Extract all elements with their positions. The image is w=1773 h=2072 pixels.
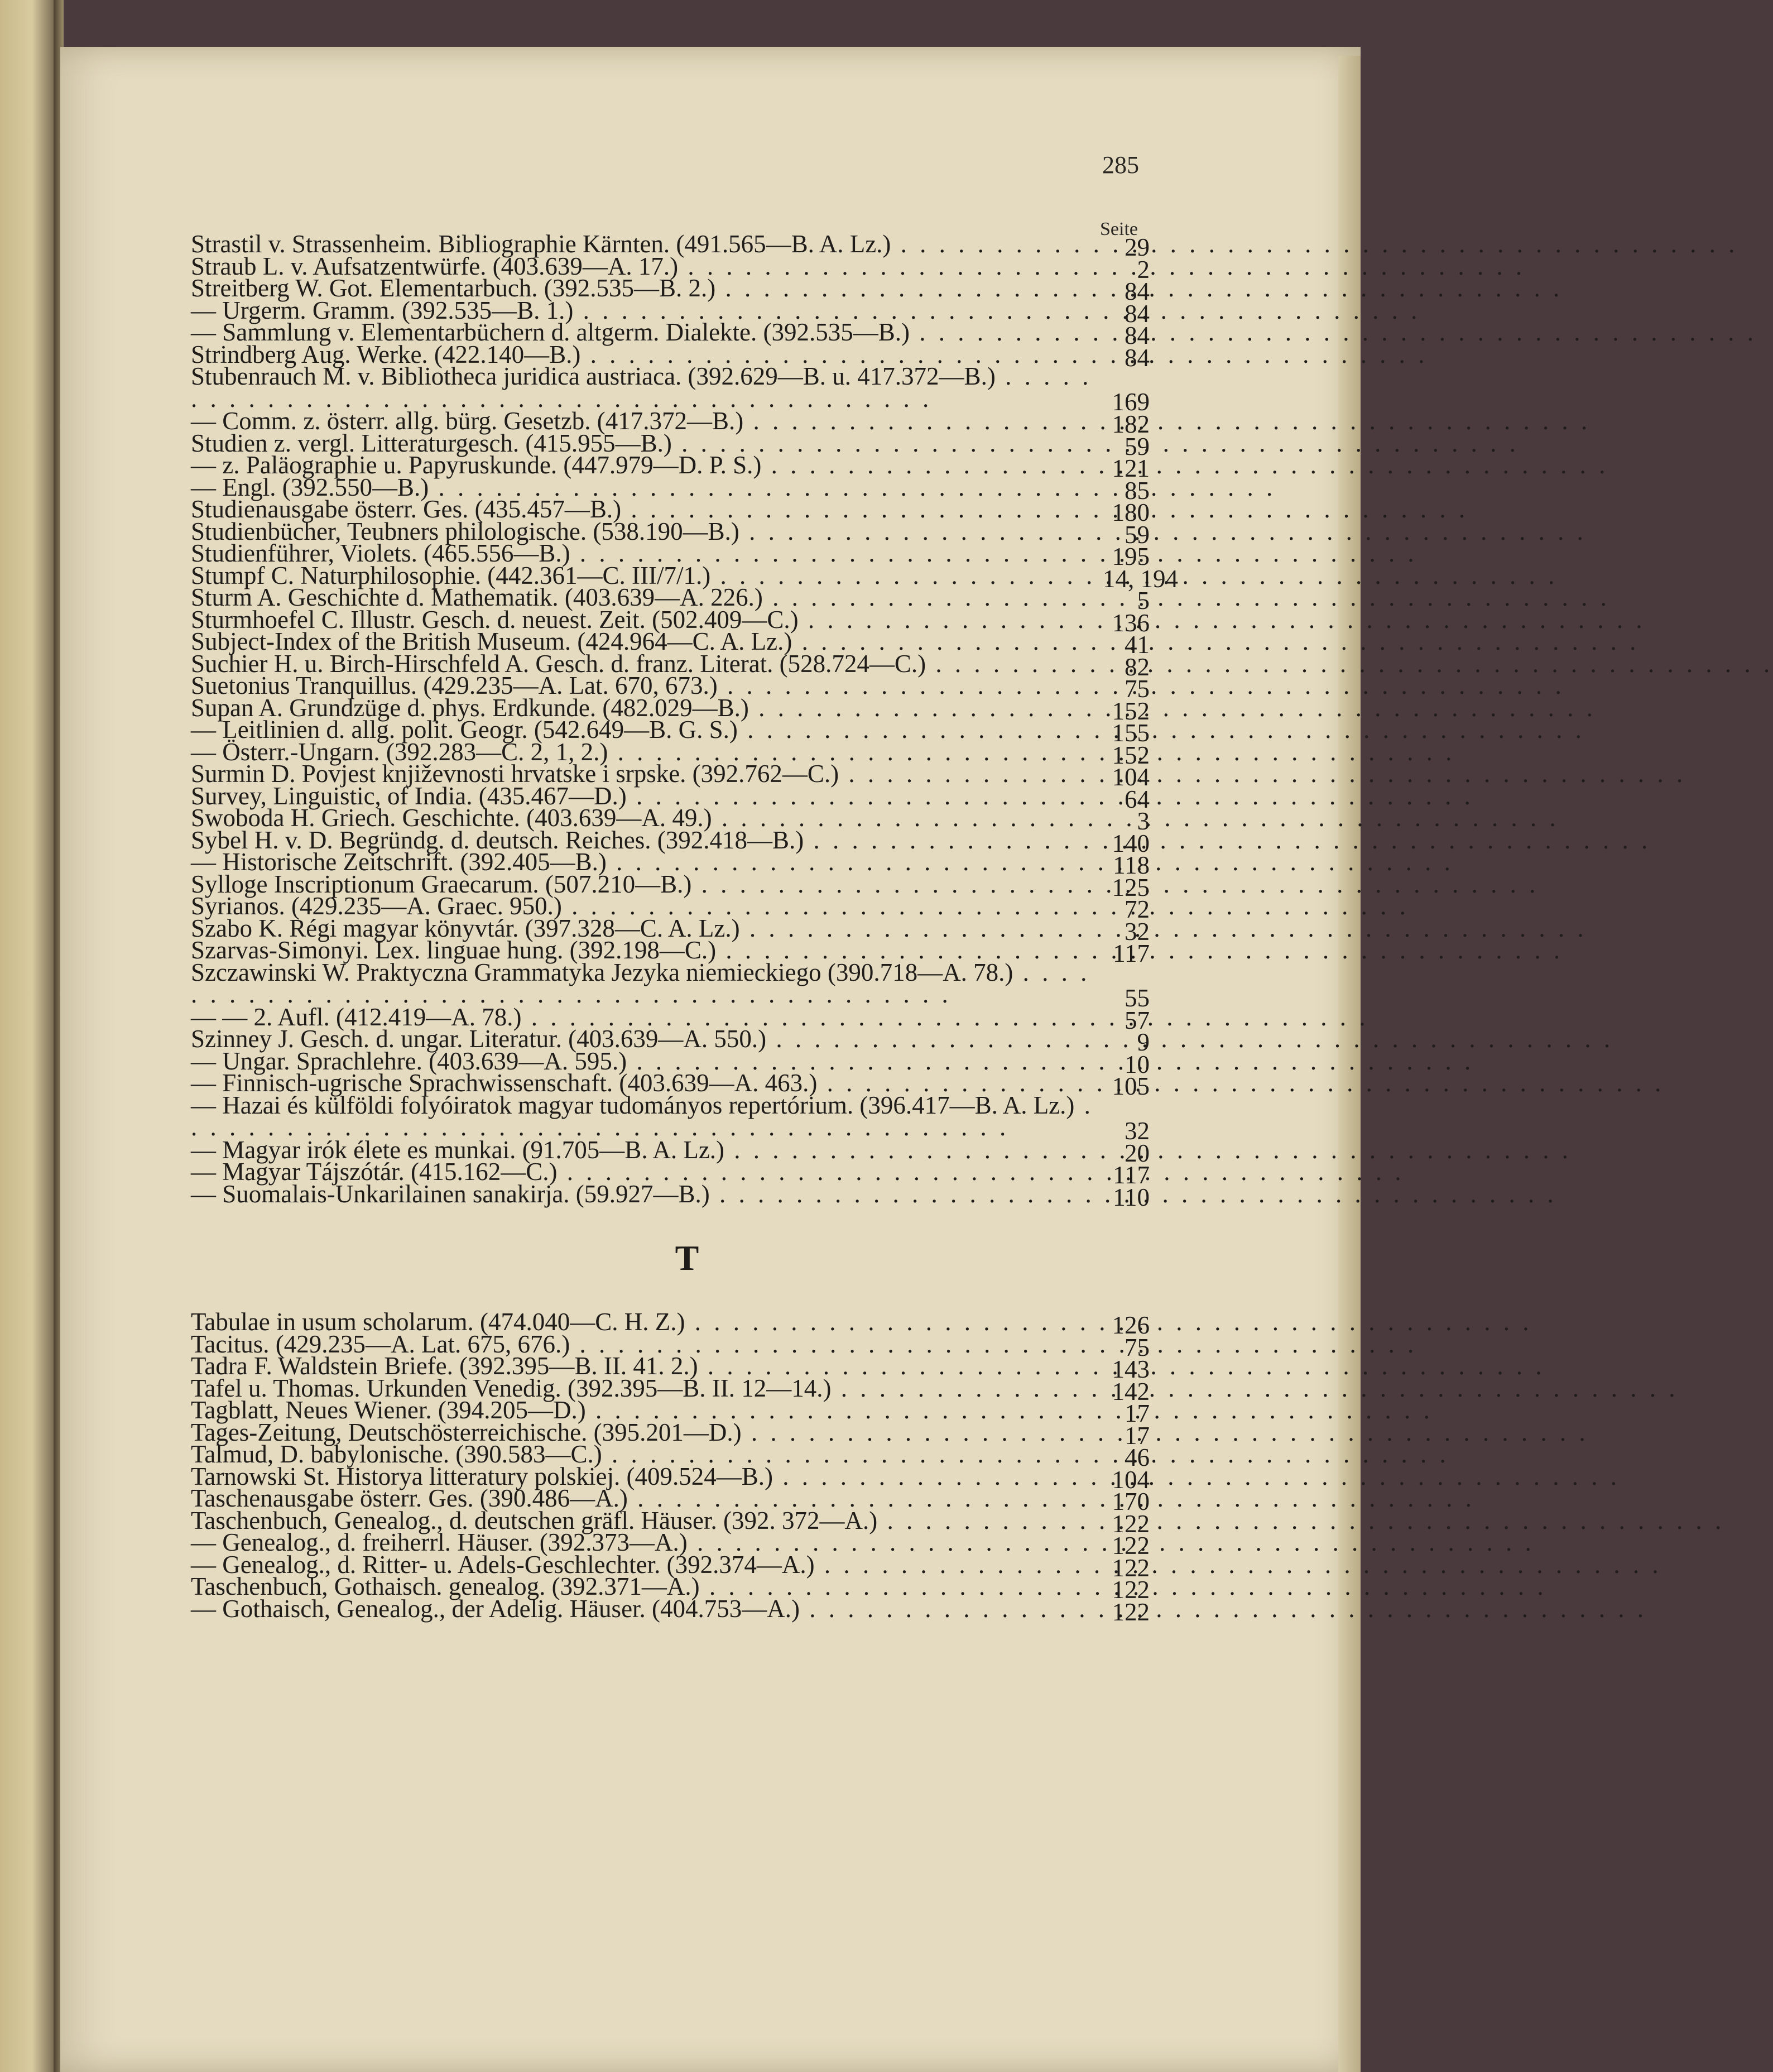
entry-title: Streitberg W. Got. Elementarbuch. (392.535—B. 2.) . . .: [191, 277, 1103, 300]
entry-page-number: 104: [1112, 763, 1150, 791]
entry-page-number: 84: [1125, 343, 1150, 372]
entry-page-number: 122: [1112, 1598, 1150, 1626]
entry-page-number: 32: [1125, 1116, 1150, 1145]
entry-title: — Magyar irók élete es munkai. (91.705—B. A. Lz.) . . .: [191, 1139, 1103, 1162]
entry-title: Survey, Linguistic, of India. (435.467—D.) . . .: [191, 785, 1103, 808]
entry-title: Sturmhoefel C. Illustr. Gesch. d. neuest. Zeit. (502.409—C.) . . .: [191, 609, 1103, 631]
entry-page-number: 9: [1137, 1028, 1150, 1056]
entry-title: Szarvas-Simonyi. Lex. linguae hung. (392.198—C.) . . .: [191, 939, 1103, 962]
entry-page-number: 180: [1112, 498, 1150, 526]
entry-page-number: 10: [1125, 1050, 1150, 1078]
entry-page-number: 20: [1125, 1139, 1150, 1167]
entry-page-number: 122: [1112, 1553, 1150, 1582]
entry-title: Suchier H. u. Birch-Hirschfeld A. Gesch. d. franz. Literat. (528.724—C.) . . .: [191, 653, 1103, 675]
entry-title: Studienführer, Violets. (465.556—B.) . . .: [191, 543, 1103, 565]
entry-page-number: 122: [1112, 1576, 1150, 1604]
index-entry: [191, 958, 1150, 1012]
entry-title: Sylloge Inscriptionum Graecarum. (507.210—B.) . . .: [191, 874, 1103, 896]
entry-title: Tacitus. (429.235—A. Lat. 675, 676.) . . .: [191, 1334, 1103, 1356]
index-text-block: [191, 230, 1178, 1626]
entry-page-number: 46: [1125, 1443, 1150, 1471]
entry-page-number: 143: [1112, 1355, 1150, 1383]
entry-page-number: 142: [1112, 1377, 1150, 1406]
entry-title: Stubenrauch M. v. Bibliotheca juridica austriaca. (392.629—B. u. 417.372—B.) . . .: [191, 366, 1103, 410]
entry-title: Tabulae in usum scholarum. (474.040—C. H. Z.) . . .: [191, 1311, 1103, 1334]
entry-title: — Suomalais-Unkarilainen sanakirja. (59.927—B.) . . .: [191, 1183, 1103, 1206]
entry-page-number: 105: [1112, 1072, 1150, 1100]
entry-title: Szczawinski W. Praktyczna Grammatyka Jezyka niemieckiego (390.718—A. 78.) . . .: [191, 962, 1103, 1006]
entry-title: Szinney J. Gesch. d. ungar. Literatur. (403.639—A. 550.) . . .: [191, 1028, 1103, 1051]
entry-title: — Leitlinien d. allg. polit. Geogr. (542.649—B. G. S.) . . .: [191, 719, 1103, 741]
entry-page-number: 136: [1112, 608, 1150, 637]
entry-title: — Genealog., d. freiherrl. Häuser. (392.373—A.) . . .: [191, 1532, 1103, 1554]
entry-title: Taschenbuch, Genealog., d. deutschen gräfl. Häuser. (392. 372—A.) . . .: [191, 1510, 1103, 1532]
entry-title: — — 2. Aufl. (412.419—A. 78.) . . .: [191, 1006, 1103, 1029]
entry-page-number: 72: [1125, 895, 1150, 923]
entry-page-number: 118: [1113, 851, 1150, 879]
left-page-edge: [0, 0, 58, 2072]
entry-title: Strindberg Aug. Werke. (422.140—B.) . . .: [191, 344, 1103, 366]
entry-title: Sturm A. Geschichte d. Mathematik. (403.639—A. 226.) . . .: [191, 587, 1103, 609]
entry-title: Straub L. v. Aufsatzentwürfe. (403.639—A. 17.) . . .: [191, 256, 1103, 278]
entry-page-number: 121: [1112, 454, 1150, 482]
entry-page-number: 3: [1137, 807, 1150, 835]
entry-title: Szabo K. Régi magyar könyvtár. (397.328—C. A. Lz.) . . .: [191, 918, 1103, 940]
entry-page-number: 17: [1125, 1399, 1150, 1427]
entry-page-number: 59: [1125, 432, 1150, 461]
entry-page-number: 110: [1113, 1183, 1150, 1211]
entry-page-number: 126: [1112, 1311, 1150, 1339]
entry-title: Tagblatt, Neues Wiener. (394.205—D.) . . .: [191, 1399, 1103, 1422]
entry-page-number: 75: [1125, 675, 1150, 703]
entry-title: Tarnowski St. Historya litteratury polskiej. (409.524—B.) . . .: [191, 1466, 1103, 1488]
entry-title: — Urgerm. Gramm. (392.535—B. 1.) . . .: [191, 300, 1103, 322]
index-entry: [191, 362, 1150, 416]
entry-page-number: 152: [1112, 697, 1150, 725]
entry-page-number: 169: [1112, 388, 1150, 416]
entry-title: Studienbücher, Teubners philologische. (538.190—B.) . . .: [191, 521, 1103, 543]
entry-title: — Comm. z. österr. allg. bürg. Gesetzb. (417.372—B.) . . .: [191, 410, 1103, 433]
entry-title: Studienausgabe österr. Ges. (435.457—B.) . . .: [191, 498, 1103, 521]
entry-page-number: 55: [1125, 984, 1150, 1012]
entry-page-number: 104: [1112, 1465, 1150, 1494]
entry-page-number: 122: [1112, 1532, 1150, 1560]
entry-page-number: 170: [1112, 1488, 1150, 1515]
index-section-t: [191, 1308, 1150, 1626]
entry-title: — Österr.-Ungarn. (392.283—C. 2, 1, 2.) . . .: [191, 741, 1103, 764]
index-entry: [191, 1179, 1150, 1211]
entry-title: Tages-Zeitung, Deutschösterreichische. (395.201—D.) . . .: [191, 1422, 1103, 1444]
entry-title: Syrianos. (429.235—A. Graec. 950.) . . .: [191, 895, 1103, 918]
entry-title: Tadra F. Waldstein Briefe. (392.395—B. II. 41. 2.) . . .: [191, 1355, 1103, 1378]
entry-page-number: 41: [1125, 631, 1150, 659]
entry-title: — Sammlung v. Elementarbüchern d. altgerm. Dialekte. (392.535—B.) . . .: [191, 322, 1103, 344]
section-letter-heading: T: [675, 1238, 699, 1278]
entry-page-number: 32: [1125, 917, 1150, 946]
entry-title: — Hazai és külföldi folyóiratok magyar tudományos repertórium. (396.417—B. A. Lz.) . . .: [191, 1095, 1103, 1139]
entry-page-number: 155: [1112, 719, 1150, 747]
entry-title: — Gothaisch, Genealog., der Adelig. Häuser. (404.753—A.) . . .: [191, 1598, 1103, 1620]
entry-title: Talmud, D. babylonische. (390.583—C.) . . .: [191, 1443, 1103, 1466]
entry-page-number: 82: [1125, 653, 1150, 681]
entry-page-number: 14, 194: [1103, 564, 1178, 593]
entry-page-number: 140: [1112, 829, 1150, 857]
entry-page-number: 64: [1125, 785, 1150, 813]
entry-page-number: 85: [1125, 476, 1150, 505]
entry-title: Tafel u. Thomas. Urkunden Venedig. (392.395—B. II. 12—14.) . . .: [191, 1378, 1103, 1400]
entry-title: Suetonius Tranquillus. (429.235—A. Lat. 670, 673.) . . .: [191, 675, 1103, 697]
index-entry: [191, 1091, 1150, 1145]
entry-page-number: 182: [1112, 410, 1150, 438]
entry-title: Sybel H. v. D. Begründg. d. deutsch. Reiches. (392.418—B.) . . .: [191, 829, 1103, 852]
index-section-s: [191, 230, 1178, 1211]
entry-page-number: 117: [1113, 939, 1150, 967]
index-entry: [191, 1594, 1150, 1626]
entry-title: Surmin D. Povjest književnosti hrvatske i srpske. (392.762—C.) . . .: [191, 763, 1103, 785]
entry-title: — Ungar. Sprachlehre. (403.639—A. 595.) . . .: [191, 1051, 1103, 1073]
entry-page-number: 195: [1112, 543, 1150, 570]
entry-page-number: 84: [1125, 322, 1150, 349]
entry-page-number: 152: [1112, 741, 1150, 769]
entry-title: Taschenbuch, Gothaisch. genealog. (392.371—A.) . . .: [191, 1576, 1103, 1598]
entry-title: Swoboda H. Griech. Geschichte. (403.639—A. 49.) . . .: [191, 807, 1103, 829]
entry-title: Studien z. vergl. Litteraturgesch. (415.955—B.) . . .: [191, 433, 1103, 455]
entry-title: Strastil v. Strassenheim. Bibliographie Kärnten. (491.565—B. A. Lz.) . . .: [191, 233, 1103, 256]
entry-page-number: 29: [1125, 233, 1150, 261]
entry-title: Supan A. Grundzüge d. phys. Erdkunde. (482.029—B.) . . .: [191, 697, 1103, 720]
entry-page-number: 59: [1125, 520, 1150, 549]
entry-page-number: 117: [1113, 1161, 1150, 1189]
page-number: 285: [1102, 151, 1139, 179]
entry-page-number: 125: [1112, 873, 1150, 901]
entry-page-number: 17: [1125, 1421, 1150, 1450]
entry-page-number: 5: [1137, 587, 1150, 615]
entry-page-number: 84: [1125, 277, 1150, 305]
entry-page-number: 75: [1125, 1333, 1150, 1361]
entry-title: — Finnisch-ugrische Sprachwissenschaft. (403.639—A. 463.) . . .: [191, 1072, 1103, 1095]
column-header-seite: Seite: [1100, 219, 1138, 239]
entry-page-number: 57: [1125, 1006, 1150, 1034]
entry-page-number: 84: [1125, 299, 1150, 328]
entry-title: Stumpf C. Naturphilosophie. (442.361—C. III/7/1.) . . .: [191, 565, 1103, 587]
entry-page-number: 2: [1137, 255, 1150, 284]
entry-page-number: 122: [1112, 1509, 1150, 1538]
entry-title: — z. Paläographie u. Papyruskunde. (447.979—D. P. S.) . . .: [191, 454, 1103, 477]
entry-title: — Historische Zeitschrift. (392.405—B.) . . .: [191, 851, 1103, 874]
entry-title: Subject-Index of the British Museum. (424.964—C. A. Lz.) . . .: [191, 631, 1103, 653]
entry-title: Taschenausgabe österr. Ges. (390.486—A.) . . .: [191, 1488, 1103, 1510]
entry-title: — Genealog., d. Ritter- u. Adels-Geschlechter. (392.374—A.) . . .: [191, 1554, 1103, 1576]
entry-title: — Engl. (392.550—B.) . . .: [191, 477, 1103, 499]
entry-title: — Magyar Tájszótár. (415.162—C.) . . .: [191, 1161, 1103, 1183]
